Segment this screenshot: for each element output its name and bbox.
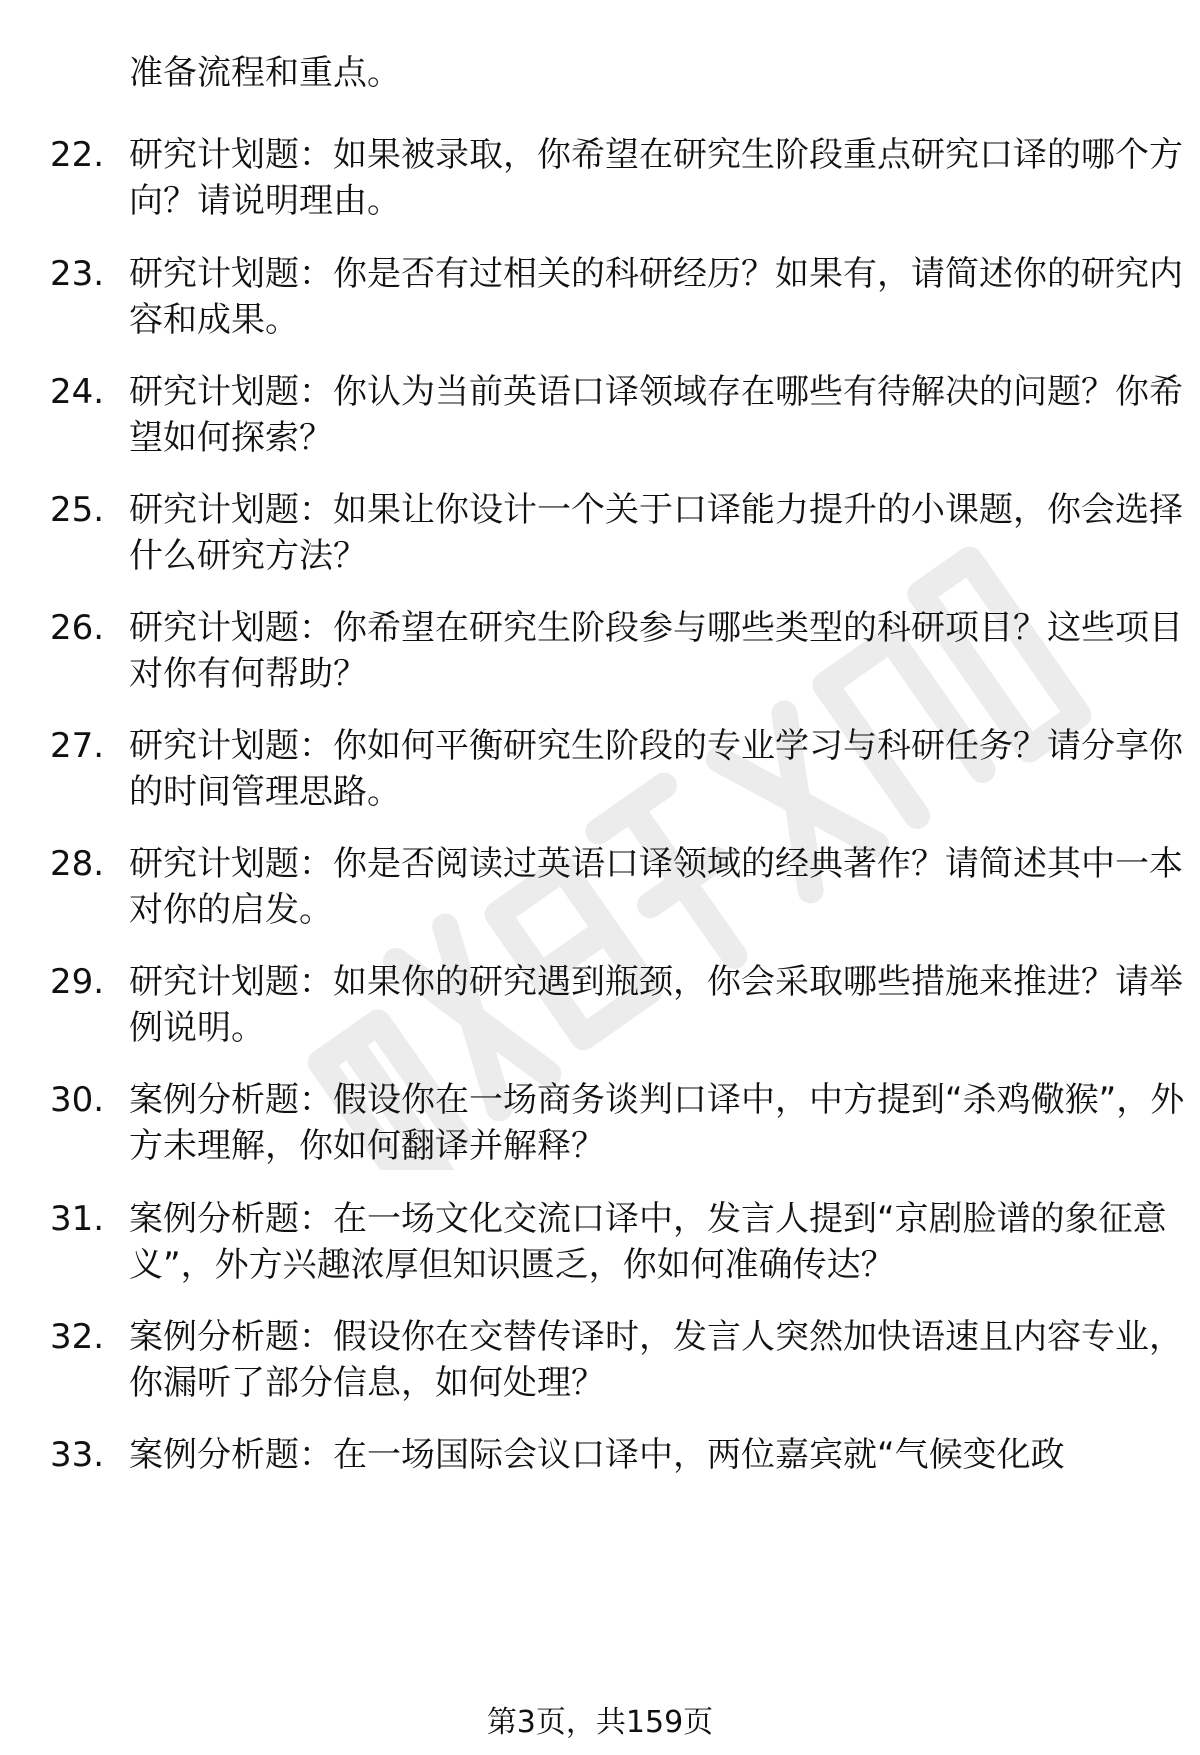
item-text: 研究计划题：如果让你设计一个关于口译能力提升的小课题，你会选择什么研究方法？ bbox=[129, 490, 1183, 576]
item-text: 研究计划题：你希望在研究生阶段参与哪些类型的科研项目？这些项目对你有何帮助？ bbox=[129, 608, 1183, 694]
page-footer: 第3页，共159页 bbox=[486, 1705, 714, 1740]
item-number: 25. bbox=[50, 490, 105, 530]
item-text: 研究计划题：如果你的研究遇到瓶颈，你会采取哪些措施来推进？请举例说明。 bbox=[129, 962, 1183, 1048]
item-number: 32. bbox=[50, 1317, 105, 1357]
item-text: 案例分析题：在一场文化交流口译中，发言人提到“京剧脸谱的象征意义”，外方兴趣浓厚但知识匮乏，你如何准确传达？ bbox=[129, 1199, 1167, 1285]
item-text: 研究计划题：你是否阅读过英语口译领域的经典著作？请简述其中一本对你的启发。 bbox=[129, 844, 1183, 930]
item-number: 31. bbox=[50, 1199, 105, 1239]
item-text: 案例分析题：假设你在交替传译时，发言人突然加快语速且内容专业，你漏听了部分信息，如何处理？ bbox=[129, 1317, 1183, 1403]
item-text: 研究计划题：如果被录取，你希望在研究生阶段重点研究口译的哪个方向？请说明理由。 bbox=[129, 135, 1183, 221]
item-number: 28. bbox=[50, 844, 105, 884]
item-number: 27. bbox=[50, 726, 105, 766]
item-number: 30. bbox=[50, 1080, 105, 1120]
item-text: 案例分析题：在一场国际会议口译中，两位嘉宾就“气候变化政 bbox=[129, 1435, 1065, 1475]
item-number: 26. bbox=[50, 608, 105, 648]
item-text: 案例分析题：假设你在一场商务谈判口译中，中方提到“杀鸡儆猴”，外方未理解，你如何翻译并解释？ bbox=[129, 1080, 1185, 1166]
item-text: 研究计划题：你认为当前英语口译领域存在哪些有待解决的问题？你希望如何探索？ bbox=[129, 372, 1183, 458]
continuation-text: 准备流程和重点。 bbox=[129, 53, 401, 93]
item-text: 研究计划题：你是否有过相关的科研经历？如果有，请简述你的研究内容和成果。 bbox=[129, 254, 1183, 340]
item-number: 23. bbox=[50, 254, 105, 294]
item-number: 22. bbox=[50, 135, 105, 175]
item-number: 29. bbox=[50, 962, 105, 1002]
item-number: 24. bbox=[50, 372, 105, 412]
item-number: 33. bbox=[50, 1435, 105, 1475]
item-text: 研究计划题：你如何平衡研究生阶段的专业学习与科研任务？请分享你的时间管理思路。 bbox=[129, 726, 1183, 812]
